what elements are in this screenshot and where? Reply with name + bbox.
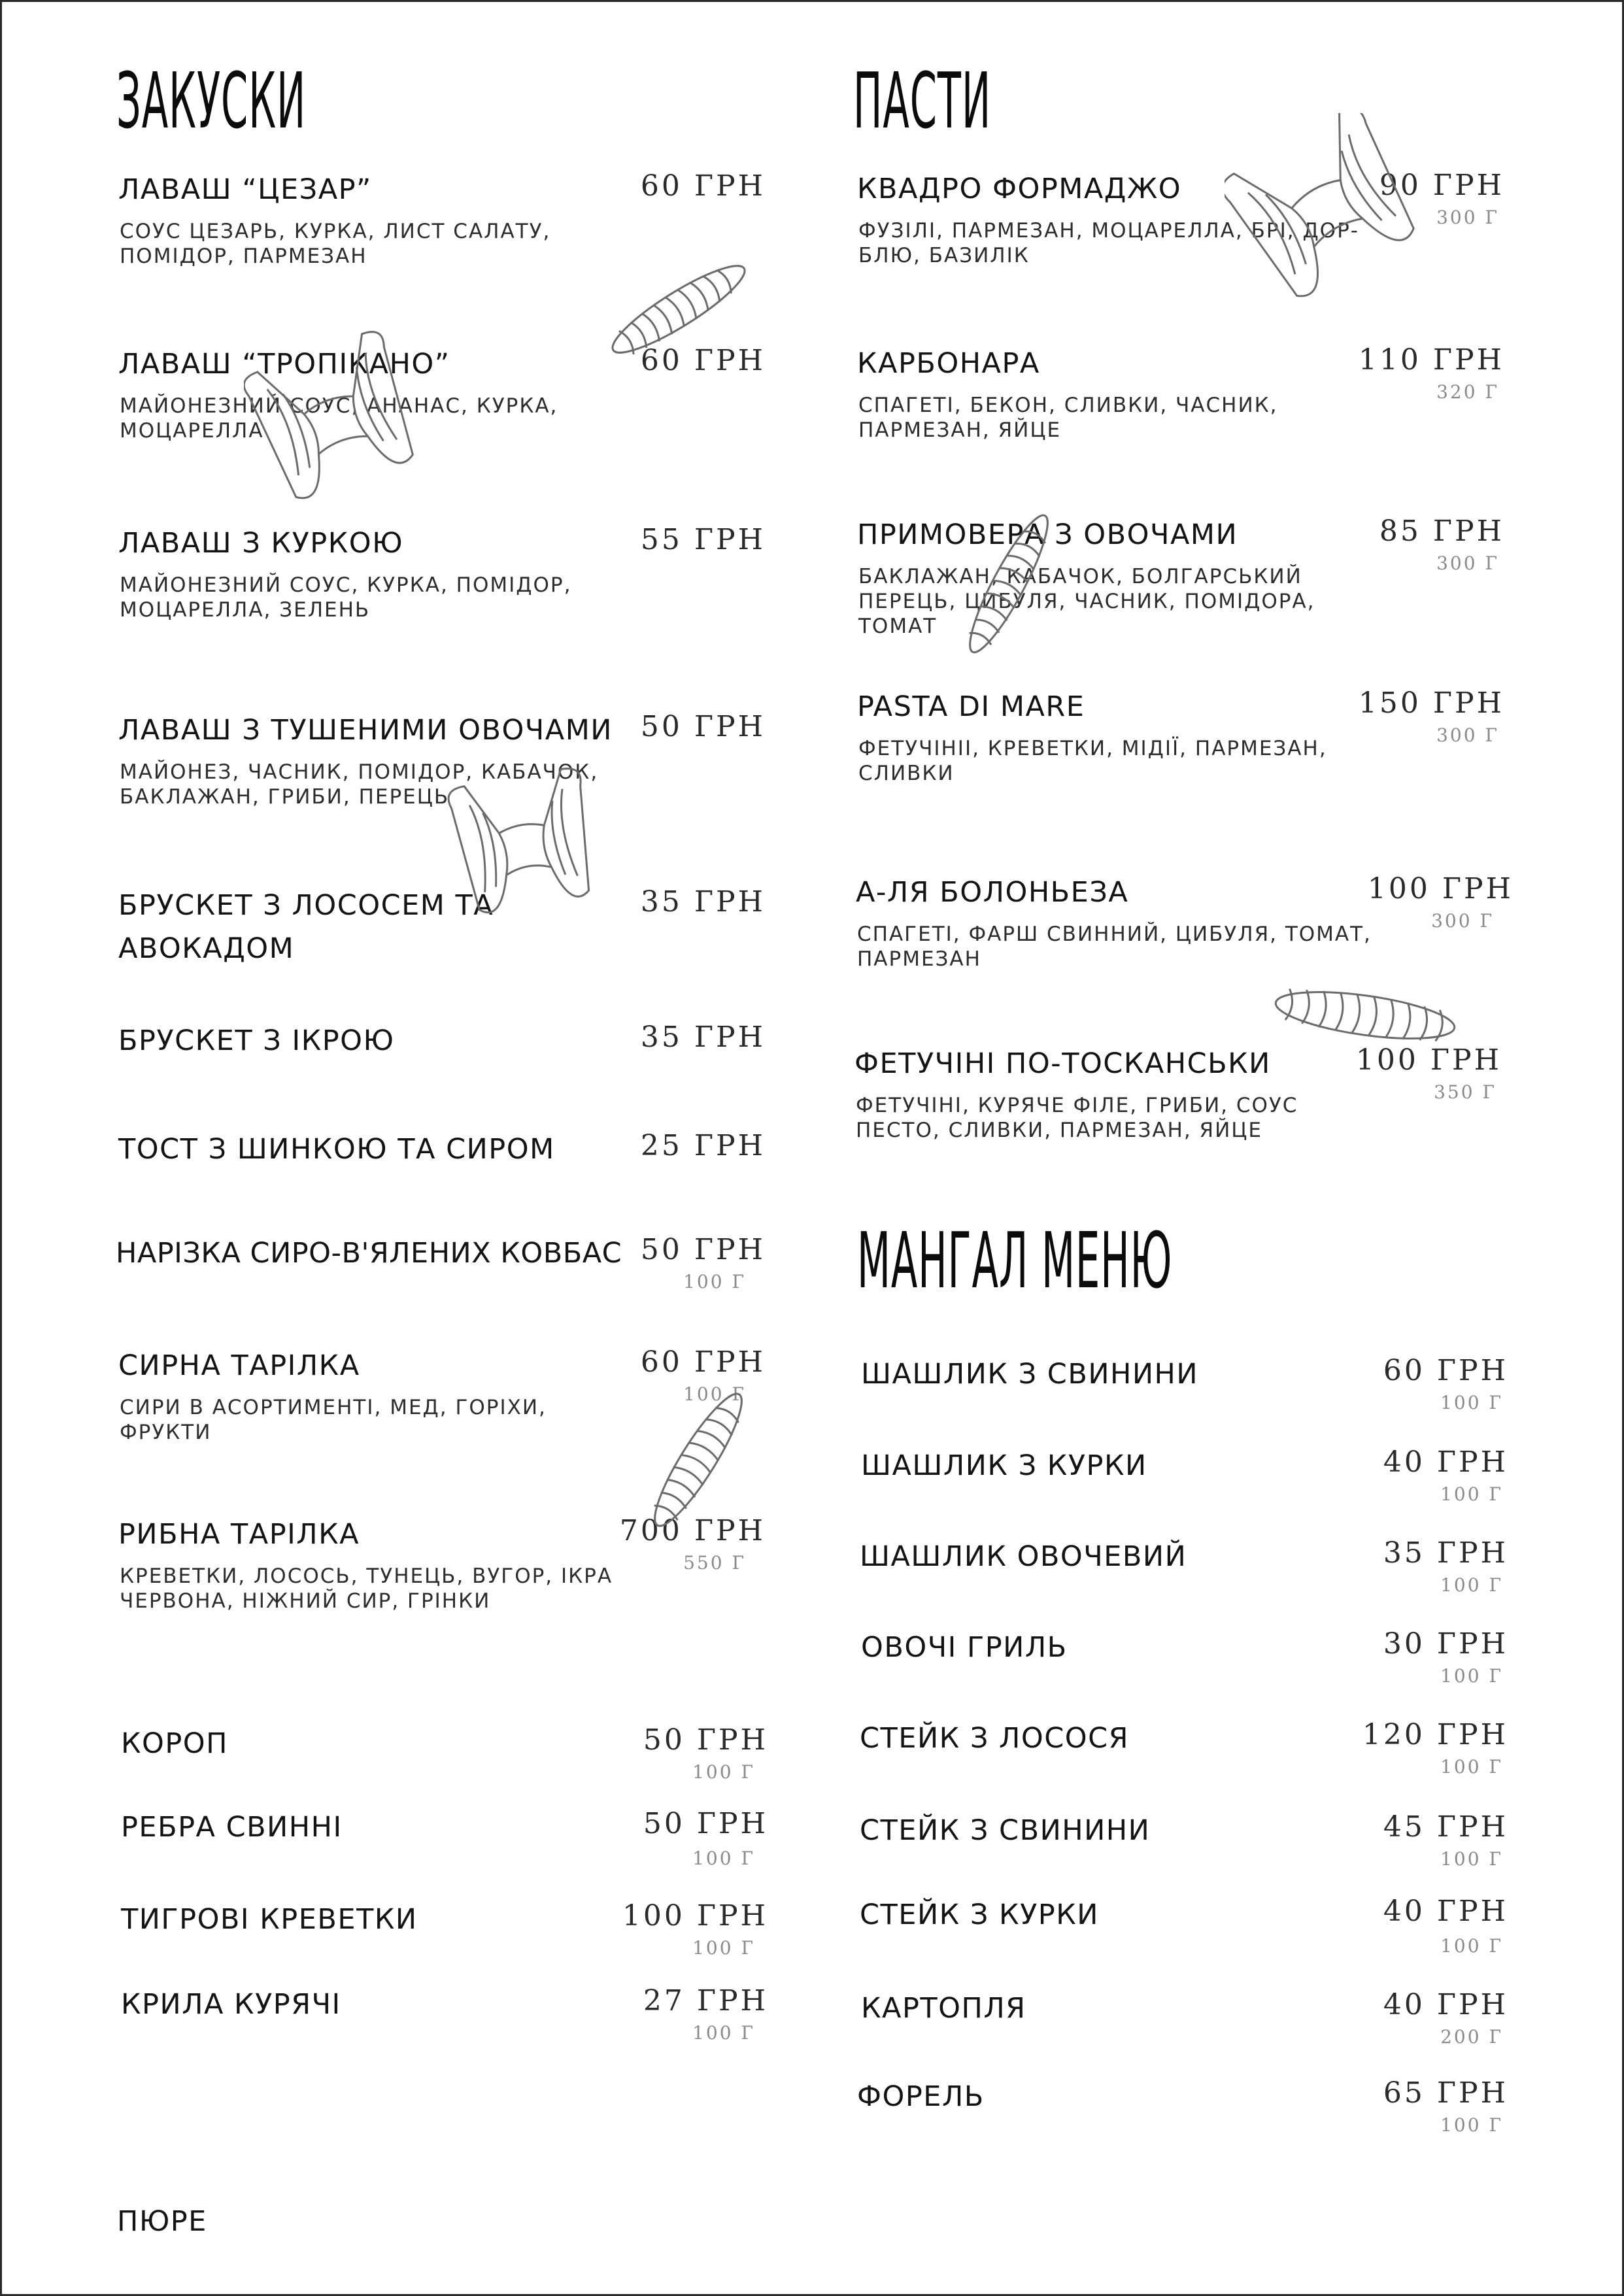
menu-item — [117, 2200, 379, 2246]
menu-item — [118, 1344, 766, 1475]
item-name: КРИЛА КУРЯЧІ — [121, 1988, 341, 2021]
item-price: 30 ГРН — [1383, 1627, 1508, 1661]
item-price: 50 ГРН — [640, 710, 766, 743]
item-price: 120 ГРН — [1362, 1718, 1508, 1751]
item-name: А-ЛЯ БОЛОНЬЕЗА — [856, 876, 1129, 909]
item-price: 40 ГРН — [1383, 1445, 1508, 1479]
item-name: СТЕЙК З КУРКИ — [860, 1899, 1099, 1931]
item-name: СТЕЙК З СВИНИНИ — [860, 1814, 1151, 1847]
item-price: 40 ГРН — [1383, 1988, 1508, 2021]
item-name: ЛАВАШ “ЦЕЗАР” — [118, 173, 372, 206]
item-price: 60 ГРН — [1383, 1354, 1508, 1387]
menu-item — [118, 1513, 766, 1644]
item-price: 100 ГРН — [1355, 1043, 1502, 1077]
menu-item — [121, 1898, 768, 1970]
item-name: ТИГРОВІ КРЕВЕТКИ — [121, 1903, 418, 1936]
item-name: ШАШЛИК ОВОЧЕВИЙ — [860, 1540, 1187, 1573]
menu-item — [118, 1019, 766, 1072]
menu-item — [860, 1893, 1508, 1965]
menu-item — [860, 1717, 1508, 1789]
item-price: 700 ГРН — [619, 1514, 766, 1547]
item-price: 35 ГРН — [640, 1021, 766, 1054]
item-weight: 350 Г — [1434, 1081, 1497, 1103]
item-price: 60 ГРН — [640, 344, 766, 377]
item-weight: 320 Г — [1436, 381, 1499, 403]
item-name: ПРИМОВЕРА З ОВОЧАМИ — [857, 518, 1238, 551]
item-price: 150 ГРН — [1358, 686, 1504, 720]
item-weight: 300 Г — [1436, 552, 1499, 574]
item-weight: 100 Г — [1440, 1935, 1503, 1957]
item-weight: 300 Г — [1436, 207, 1499, 228]
item-description: ФЕТУЧІНІ, КУРЯЧЕ ФІЛЕ, ГРИБИ, СОУС ПЕСТО, СЛИВКИ, ПАРМЕЗАН, ЯЙЦЕ — [856, 1094, 1298, 1142]
menu-item — [121, 1722, 768, 1794]
item-description: ФЕТУЧІНІІ, КРЕВЕТКИ, МІДІЇ, ПАРМЕЗАН, СЛИВКИ — [858, 737, 1327, 785]
item-description: МАЙОНЕЗНИЙ СОУС, КУРКА, ПОМІДОР, МОЦАРЕЛЛА, ЗЕЛЕНЬ — [120, 573, 572, 622]
item-weight: 100 Г — [1440, 1665, 1503, 1687]
item-name: ТОСТ З ШИНКОЮ ТА СИРОМ — [118, 1133, 555, 1166]
item-price: 55 ГРН — [640, 523, 766, 556]
menu-item — [121, 1983, 768, 2055]
item-weight: 100 Г — [1440, 1756, 1503, 1778]
item-name: КОРОП — [121, 1727, 228, 1760]
item-name: РИБНА ТАРІЛКА — [118, 1518, 360, 1551]
item-price: 100 ГРН — [622, 1899, 768, 1933]
item-description: МАЙОНЕЗНИЙ СОУС, АНАНАС, КУРКА, МОЦАРЕЛЛА — [120, 394, 558, 443]
item-price: 50 ГРН — [643, 1807, 768, 1840]
menu-item — [860, 1809, 1508, 1881]
item-price: 60 ГРН — [640, 169, 766, 203]
item-weight: 100 Г — [692, 1761, 755, 1783]
item-price: 25 ГРН — [640, 1129, 766, 1162]
item-weight: 100 Г — [692, 1937, 755, 1959]
menu-item — [857, 2075, 1508, 2147]
item-name: НАРІЗКА СИРО-В'ЯЛЕНИХ КОВБАС — [116, 1237, 622, 1270]
item-description: СОУС ЦЕЗАРЬ, КУРКА, ЛИСТ САЛАТУ, ПОМІДОР, ПАРМЕЗАН — [120, 220, 551, 268]
item-price: 35 ГРН — [640, 885, 766, 919]
item-price: 45 ГРН — [1383, 1810, 1508, 1844]
item-price: 40 ГРН — [1383, 1895, 1508, 1928]
item-weight: 100 Г — [683, 1383, 746, 1405]
item-name: СИРНА ТАРІЛКА — [118, 1349, 360, 1382]
menu-item — [861, 1987, 1508, 2059]
section-title-mangal: МАНГАЛ МЕНЮ — [857, 1215, 1173, 1306]
item-name: БРУСКЕТ З ЛОСОСЕМ ТА АВОКАДОМ — [118, 889, 494, 965]
menu-item — [118, 522, 766, 652]
item-weight: 100 Г — [692, 2022, 755, 2044]
item-price: 65 ГРН — [1383, 2076, 1508, 2110]
item-name: ЛАВАШ З ТУШЕНИМИ ОВОЧАМИ — [118, 714, 613, 747]
menu-item — [118, 1128, 766, 1180]
item-weight: 300 Г — [1431, 910, 1494, 932]
item-description: КРЕВЕТКИ, ЛОСОСЬ, ТУНЕЦЬ, ВУГОР, ІКРА ЧЕРВОНА, НІЖНИЙ СИР, ГРІНКИ — [120, 1564, 613, 1613]
item-weight: 100 Г — [1440, 1483, 1503, 1505]
item-price: 35 ГРН — [1383, 1536, 1508, 1570]
item-name: ФОРЕЛЬ — [857, 2080, 985, 2113]
item-weight: 100 Г — [1440, 1392, 1503, 1413]
item-description: БАКЛАЖАН, КАБАЧОК, БОЛГАРСЬКИЙ ПЕРЕЦЬ, ЦИБУЛЯ, ЧАСНИК, ПОМІДОРА, ТОМАТ — [858, 565, 1315, 638]
item-name: КАРБОНАРА — [857, 347, 1040, 380]
item-name: ЛАВАШ “ТРОПІКАНО” — [118, 348, 450, 380]
menu-item — [854, 1042, 1502, 1173]
item-name: БРУСКЕТ З ІКРОЮ — [118, 1024, 395, 1057]
menu-item — [857, 685, 1504, 816]
menu-item — [861, 1444, 1508, 1516]
menu-item — [118, 884, 766, 982]
section-title-pasty: ПАСТИ — [853, 56, 992, 146]
item-weight: 550 Г — [683, 1552, 746, 1574]
menu-item — [857, 167, 1504, 298]
item-name: ОВОЧІ ГРИЛЬ — [861, 1631, 1068, 1664]
item-weight: 100 Г — [1440, 1574, 1503, 1596]
item-name: ШАШЛИК З СВИНИНИ — [861, 1358, 1199, 1391]
item-price: 27 ГРН — [643, 1984, 768, 2017]
section-title-zakusky: ЗАКУСКИ — [116, 56, 307, 146]
menu-item — [118, 343, 766, 473]
item-description: МАЙОНЕЗ, ЧАСНИК, ПОМІДОР, КАБАЧОК, БАКЛАЖАН, ГРИБИ, ПЕРЕЦЬ — [120, 760, 599, 809]
item-price: 50 ГРН — [640, 1233, 766, 1266]
item-name: ФЕТУЧІНІ ПО-ТОСКАНСЬКИ — [854, 1047, 1271, 1080]
menu-item — [857, 513, 1504, 644]
item-name: ПЮРЕ — [117, 2205, 207, 2238]
menu-item — [118, 168, 766, 299]
menu-item — [857, 342, 1504, 473]
item-weight: 100 Г — [683, 1271, 746, 1292]
menu-item — [860, 1535, 1508, 1607]
item-price: 60 ГРН — [640, 1345, 766, 1379]
item-name: PASTA DI MARE — [857, 690, 1085, 723]
item-weight: 300 Г — [1436, 724, 1499, 746]
menu-item — [121, 1806, 768, 1878]
menu-item — [861, 1626, 1508, 1698]
menu-item — [861, 1353, 1508, 1425]
item-price: 110 ГРН — [1358, 343, 1504, 377]
item-description: СИРИ В АСОРТИМЕНТІ, МЕД, ГОРІХИ, ФРУКТИ — [120, 1396, 547, 1444]
item-weight: 100 Г — [692, 1848, 755, 1869]
item-price: 50 ГРН — [643, 1723, 768, 1757]
item-name: ШАШЛИК З КУРКИ — [861, 1449, 1147, 1482]
item-description: СПАГЕТІ, ФАРШ СВИННИЙ, ЦИБУЛЯ, ТОМАТ, ПАРМЕЗАН — [857, 922, 1372, 971]
item-description: СПАГЕТІ, БЕКОН, СЛИВКИ, ЧАСНИК, ПАРМЕЗАН, ЯЙЦЕ — [858, 394, 1278, 442]
menu-item — [116, 1232, 766, 1304]
item-weight: 100 Г — [1440, 1848, 1503, 1870]
item-name: ЛАВАШ З КУРКОЮ — [118, 527, 404, 560]
item-name: СТЕЙК З ЛОСОСЯ — [860, 1722, 1130, 1755]
menu-item — [856, 871, 1514, 1002]
item-weight: 100 Г — [1440, 2114, 1503, 2136]
item-price: 100 ГРН — [1367, 872, 1514, 905]
item-price: 85 ГРН — [1379, 515, 1504, 548]
item-description: ФУЗІЛІ, ПАРМЕЗАН, МОЦАРЕЛЛА, БРІ, ДОР-БЛЮ, БАЗИЛІК — [858, 219, 1359, 267]
menu-item — [118, 709, 766, 839]
item-weight: 200 Г — [1440, 2026, 1503, 2048]
item-price: 90 ГРН — [1379, 169, 1504, 202]
item-name: КАРТОПЛЯ — [861, 1992, 1026, 2025]
item-name: РЕБРА СВИННІ — [121, 1811, 343, 1844]
item-name: КВАДРО ФОРМАДЖО — [857, 173, 1182, 205]
